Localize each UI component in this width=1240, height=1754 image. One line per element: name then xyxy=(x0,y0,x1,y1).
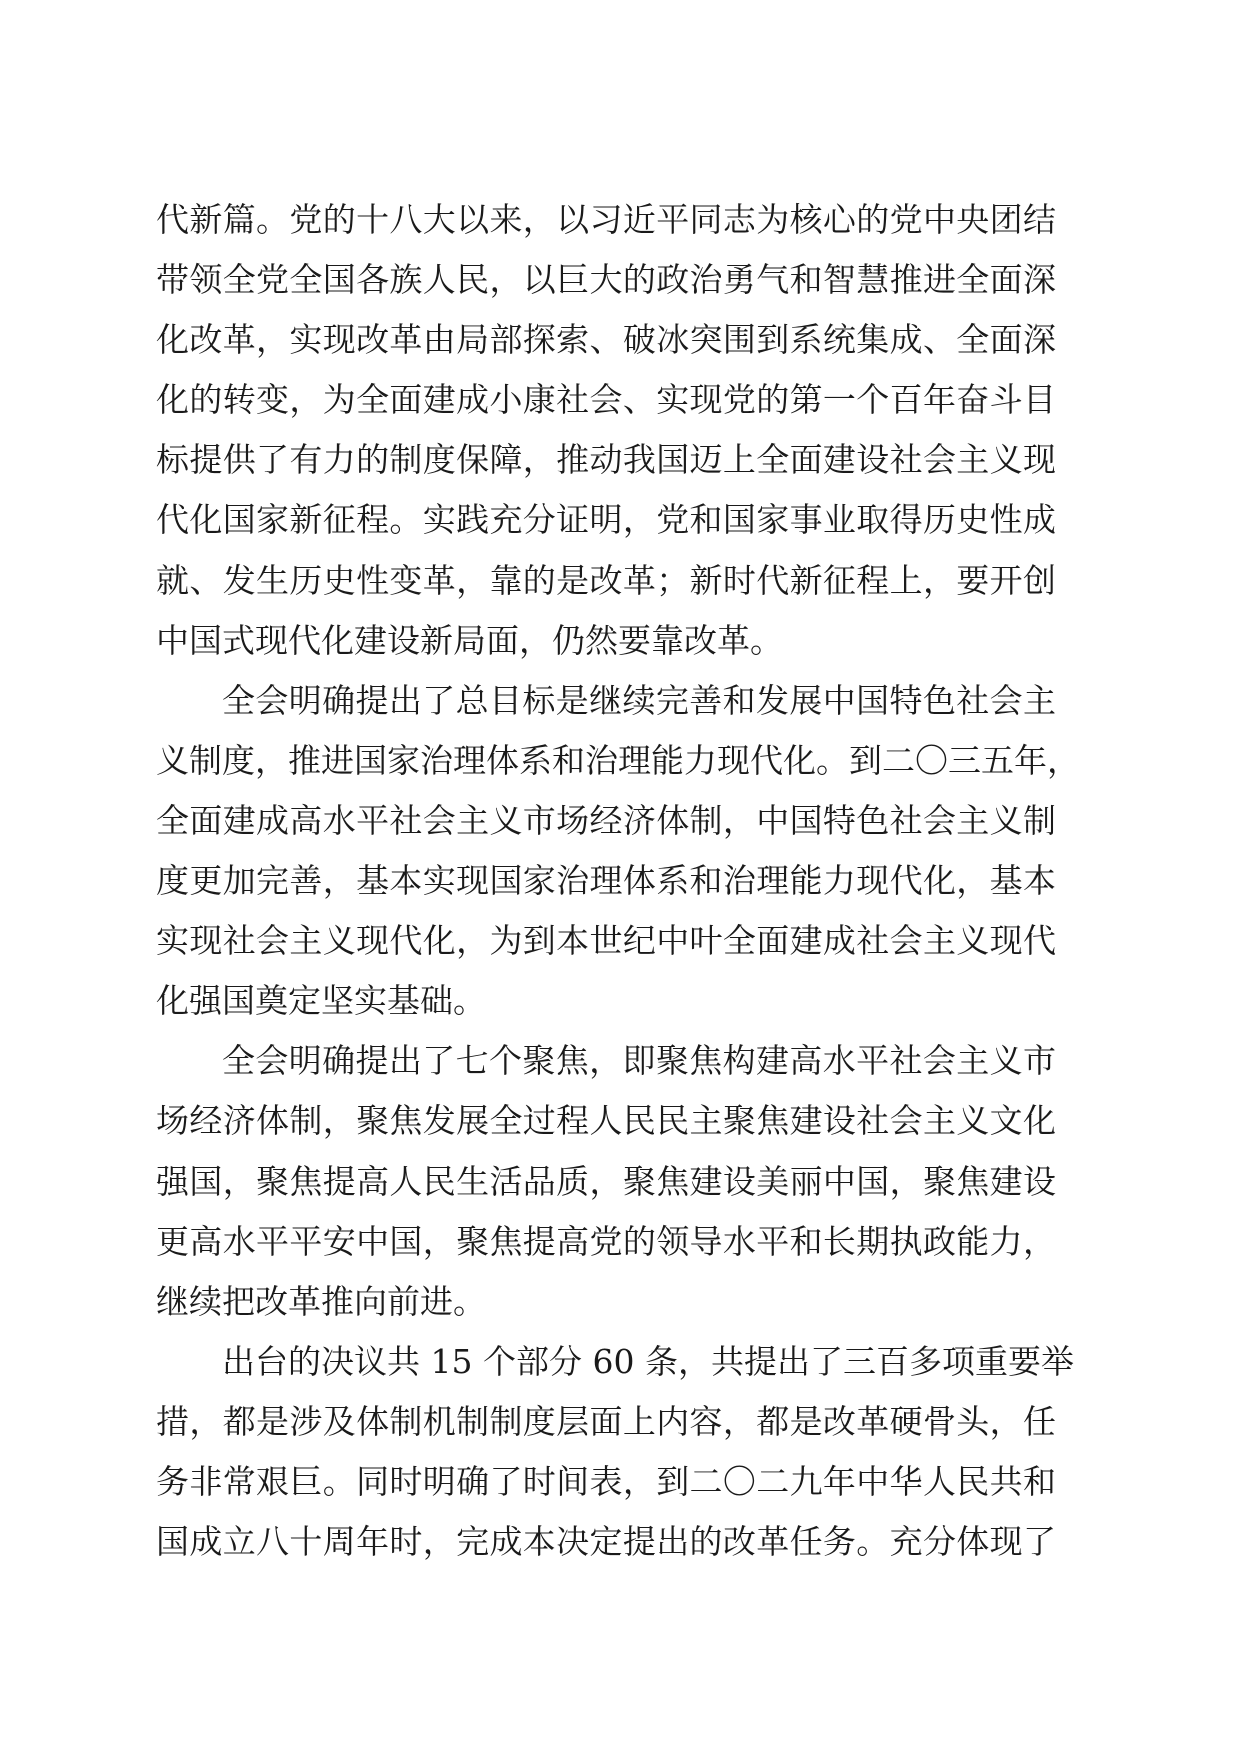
body-text xyxy=(156,190,1080,1572)
text-line: 化的转变，为全面建成小康社会、实现党的第一个百年奋斗目 xyxy=(156,380,1056,420)
text-line: 代化国家新征程。实践充分证明，党和国家事业取得历史性成 xyxy=(156,500,1056,540)
text-line: 化改革，实现改革由局部探索、破冰突围到系统集成、全面深 xyxy=(156,320,1056,360)
text-line: 就、发生历史性变革，靠的是改革；新时代新征程上，要开创 xyxy=(156,560,1056,600)
text-line: 义制度，推进国家治理体系和治理能力现代化。到二〇三五年， xyxy=(156,740,1080,780)
text-line: 更高水平平安中国，聚焦提高党的领导水平和长期执政能力， xyxy=(156,1221,1056,1261)
text-line: 继续把改革推向前进。 xyxy=(156,1281,486,1321)
text-line: 务非常艰巨。同时明确了时间表，到二〇二九年中华人民共和 xyxy=(156,1461,1056,1501)
text-line: 中国式现代化建设新局面，仍然要靠改革。 xyxy=(156,620,783,660)
text-line: 场经济体制，聚焦发展全过程人民民主聚焦建设社会主义文化 xyxy=(156,1101,1056,1141)
text-line: 带领全党全国各族人民，以巨大的政治勇气和智慧推进全面深 xyxy=(156,260,1056,300)
text-line: 实现社会主义现代化，为到本世纪中叶全面建成社会主义现代 xyxy=(156,921,1056,961)
text-line: 措，都是涉及体制机制制度层面上内容，都是改革硬骨头，任 xyxy=(156,1401,1056,1441)
text-line: 标提供了有力的制度保障，推动我国迈上全面建设社会主义现 xyxy=(156,440,1056,480)
text-line: 代新篇。党的十八大以来，以习近平同志为核心的党中央团结 xyxy=(156,200,1056,239)
text-line: 出台的决议共 15 个部分 60 条，共提出了三百多项重要举 xyxy=(222,1341,1074,1381)
text-line: 度更加完善，基本实现国家治理体系和治理能力现代化，基本 xyxy=(156,861,1056,901)
text-line: 全面建成高水平社会主义市场经济体制，中国特色社会主义制 xyxy=(156,800,1056,840)
text-line: 国成立八十周年时，完成本决定提出的改革任务。充分体现了 xyxy=(156,1522,1056,1562)
text-line: 全会明确提出了七个聚焦，即聚焦构建高水平社会主义市 xyxy=(222,1041,1056,1081)
text-line: 强国，聚焦提高人民生活品质，聚焦建设美丽中国，聚焦建设 xyxy=(156,1161,1056,1201)
text-line: 全会明确提出了总目标是继续完善和发展中国特色社会主 xyxy=(222,680,1056,720)
text-line: 化强国奠定坚实基础。 xyxy=(156,981,486,1021)
